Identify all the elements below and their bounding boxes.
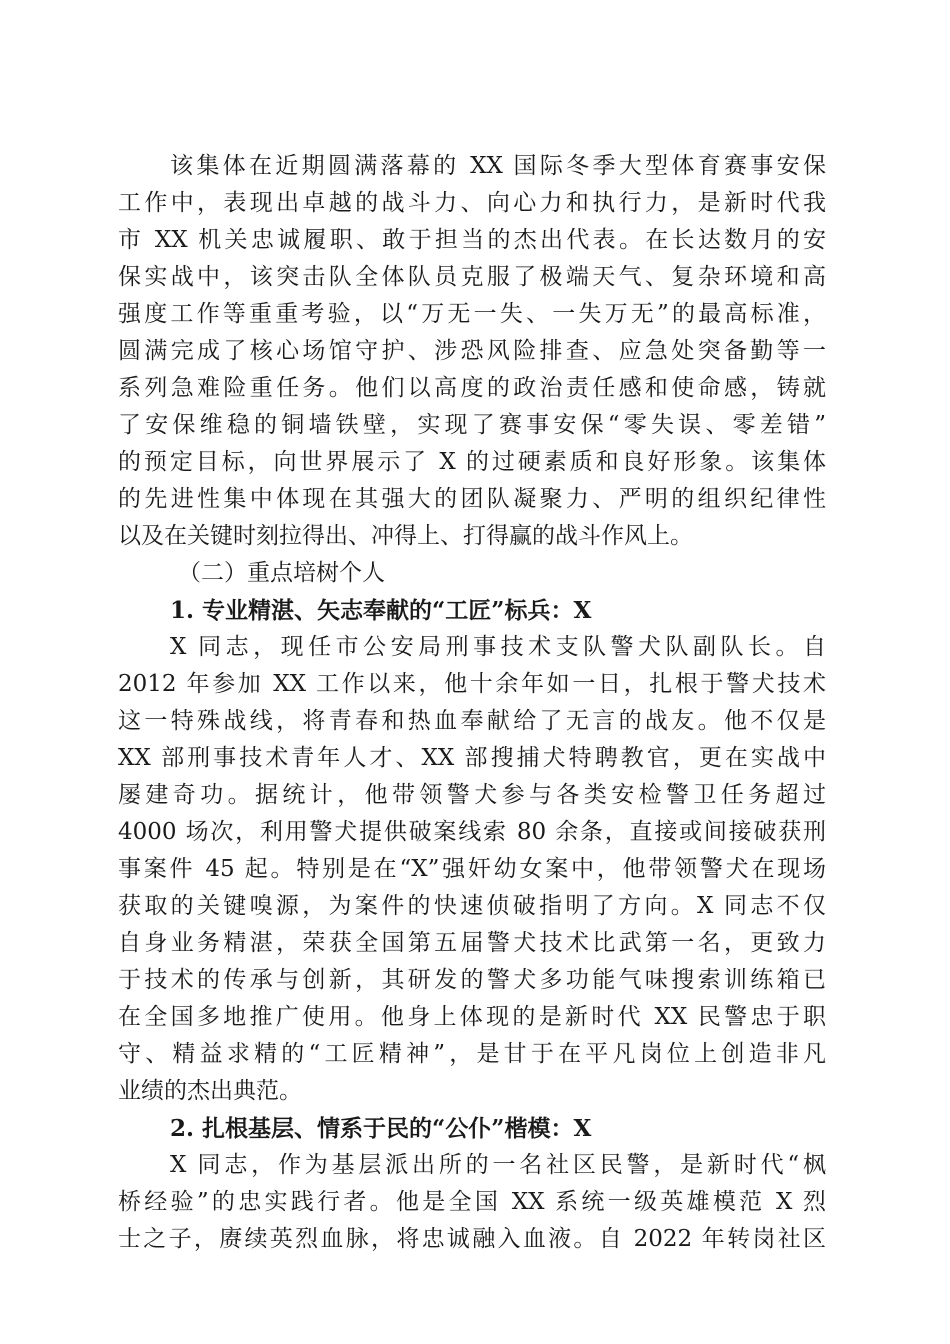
paragraph-line: 工作中，表现出卓越的战斗力、向心力和执行力，是新时代我 bbox=[118, 190, 826, 216]
paragraph-line: 守、精益求精的“工匠精神”，是甘于在平凡岗位上创造非凡 bbox=[118, 1041, 826, 1067]
paragraph-line: 业绩的杰出典范。 bbox=[118, 1078, 302, 1104]
paragraph-line: 获取的关键嗅源，为案件的快速侦破指明了方向。X 同志不仅 bbox=[118, 893, 826, 919]
person-2-heading: 2. 扎根基层、情系于民的“公仆”楷模：X bbox=[170, 1115, 592, 1142]
paragraph-line: 市 XX 机关忠诚履职、敢于担当的杰出代表。在长达数月的安 bbox=[118, 227, 826, 253]
paragraph-line: 强度工作等重重考验，以“万无一失、一失万无”的最高标准， bbox=[118, 301, 826, 327]
paragraph-line: 2012 年参加 XX 工作以来，他十余年如一日，扎根于警犬技术 bbox=[118, 671, 826, 697]
paragraph-line: 士之子，赓续英烈血脉，将忠诚融入血液。自 2022 年转岗社区 bbox=[118, 1226, 826, 1252]
paragraph-line: 的先进性集中体现在其强大的团队凝聚力、严明的组织纪律性 bbox=[118, 486, 826, 512]
paragraph-line: XX 部刑事技术青年人才、XX 部搜捕犬特聘教官，更在实战中 bbox=[118, 745, 826, 771]
person-1-heading: 1. 专业精湛、矢志奉献的“工匠”标兵：X bbox=[170, 597, 592, 624]
document-body bbox=[118, 148, 826, 1258]
paragraph-line: 该集体在近期圆满落幕的 XX 国际冬季大型体育赛事安保 bbox=[170, 153, 826, 179]
paragraph-line: 圆满完成了核心场馆守护、涉恐风险排查、应急处突备勤等一 bbox=[118, 338, 826, 364]
paragraph-line: 事案件 45 起。特别是在“X”强奸幼女案中，他带领警犬在现场 bbox=[118, 856, 826, 882]
paragraph-line: X 同志，作为基层派出所的一名社区民警，是新时代“枫 bbox=[170, 1152, 826, 1178]
paragraph-line: 桥经验”的忠实践行者。他是全国 XX 系统一级英雄模范 X 烈 bbox=[118, 1189, 826, 1215]
paragraph-line: 了安保维稳的铜墙铁壁，实现了赛事安保“零失误、零差错” bbox=[118, 412, 826, 438]
paragraph-line: 的预定目标，向世界展示了 X 的过硬素质和良好形象。该集体 bbox=[118, 449, 826, 475]
section-heading: （二）重点培树个人 bbox=[178, 560, 385, 586]
paragraph-line: 自身业务精湛，荣获全国第五届警犬技术比武第一名，更致力 bbox=[118, 930, 826, 956]
paragraph-line: 以及在关键时刻拉得出、冲得上、打得赢的战斗作风上。 bbox=[118, 523, 693, 549]
paragraph-line: 在全国多地推广使用。他身上体现的是新时代 XX 民警忠于职 bbox=[118, 1004, 826, 1030]
paragraph-line: 这一特殊战线，将青春和热血奉献给了无言的战友。他不仅是 bbox=[118, 708, 826, 734]
paragraph-line: 屡建奇功。据统计，他带领警犬参与各类安检警卫任务超过 bbox=[118, 782, 826, 808]
paragraph-line: 系列急难险重任务。他们以高度的政治责任感和使命感，铸就 bbox=[118, 375, 826, 401]
paragraph-line: X 同志，现任市公安局刑事技术支队警犬队副队长。自 bbox=[170, 634, 826, 660]
paragraph-line: 于技术的传承与创新，其研发的警犬多功能气味搜索训练箱已 bbox=[118, 967, 826, 993]
paragraph-line: 4000 场次，利用警犬提供破案线索 80 余条，直接或间接破获刑 bbox=[118, 819, 826, 845]
paragraph-line: 保实战中，该突击队全体队员克服了极端天气、复杂环境和高 bbox=[118, 264, 826, 290]
